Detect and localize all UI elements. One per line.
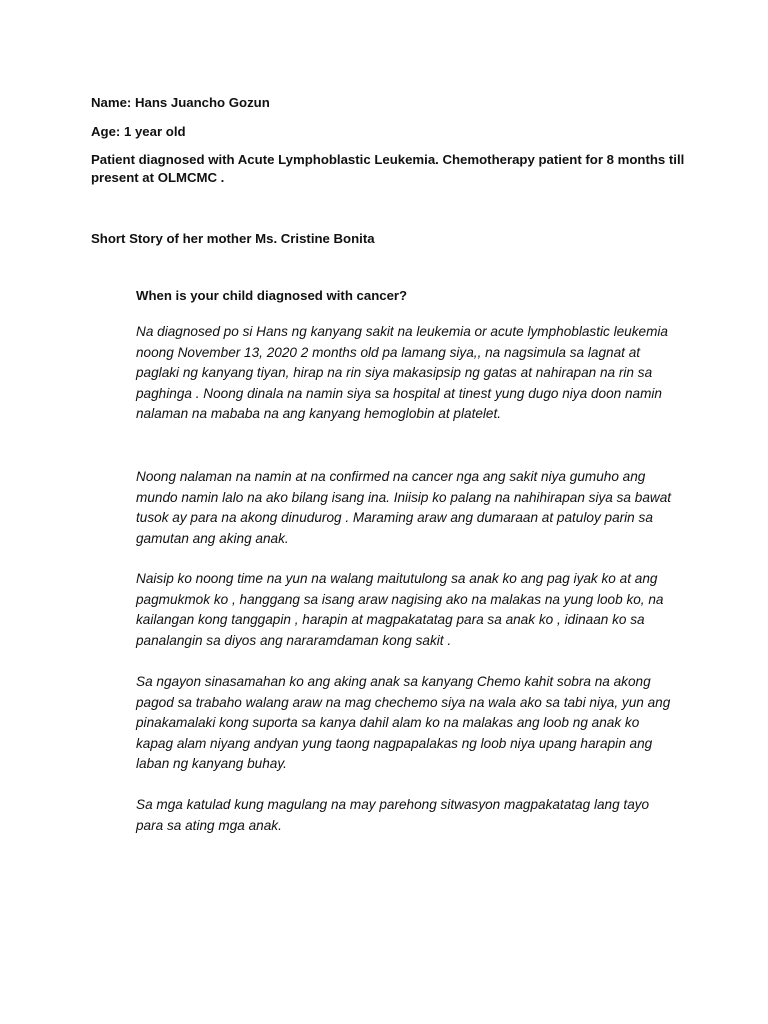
story-title: Short Story of her mother Ms. Cristine Bonita bbox=[91, 231, 375, 246]
patient-name: Name: Hans Juancho Gozun bbox=[91, 95, 270, 110]
diagnosis-text: Patient diagnosed with Acute Lymphoblastic Leukemia. Chemotherapy patient for 8 months till present at OLMCMC . bbox=[91, 152, 685, 185]
story-paragraph-3: Naisip ko noong time na yun na walang maitutulong sa anak ko ang pag iyak ko at ang pagmukmok ko , hanggang sa isang araw nagising ako na malakas na yung loob ko, na kailangan kong tanggapin , harapin at magpakatatag para sa anak ko , idinaan ko sa panalangin sa diyos ang nararamdaman kong sakit . bbox=[136, 571, 664, 648]
story-paragraph-2: Noong nalaman na namin at na confirmed na cancer nga ang sakit niya gumuho ang mundo namin lalo na ako bilang isang ina. Iniisip ko palang na nahihirapan siya sa bawat tusok ay para na akong dinudurog . Maraming araw ang dumaraan at patuloy parin sa gamutan ang aking anak. bbox=[136, 469, 672, 546]
patient-age: Age: 1 year old bbox=[91, 124, 186, 139]
story-paragraph-5: Sa mga katulad kung magulang na may parehong sitwasyon magpakatatag lang tayo para sa ating mga anak. bbox=[136, 797, 650, 833]
story-paragraph-1: Na diagnosed po si Hans ng kanyang sakit na leukemia or acute lymphoblastic leukemia noong November 13, 2020 2 months old pa lamang siya,, na nagsimula sa lagnat at paglaki ng kanyang tiyan, hirap na rin siya makasipsip ng gatas at nahirapan na rin sa paghinga . Noong dinala na namin siya sa hospital at tinest yung dugo niya doon namin nalaman na mababa na ang kanyang hemoglobin at platelet. bbox=[136, 324, 668, 422]
question-heading: When is your child diagnosed with cancer? bbox=[136, 288, 408, 303]
story-paragraph-4: Sa ngayon sinasamahan ko ang aking anak sa kanyang Chemo kahit sobra na akong pagod sa trabaho walang araw na mag chechemo siya na wala ako sa tabi niya, yun ang pinakamalaki kong suporta sa kanya dahil alam ko na malakas ang loob ng anak ko kapag alam niyang andyan yung taong nagpapalakas ng loob niya upang harapin ang laban ng kanyang buhay. bbox=[136, 674, 671, 772]
